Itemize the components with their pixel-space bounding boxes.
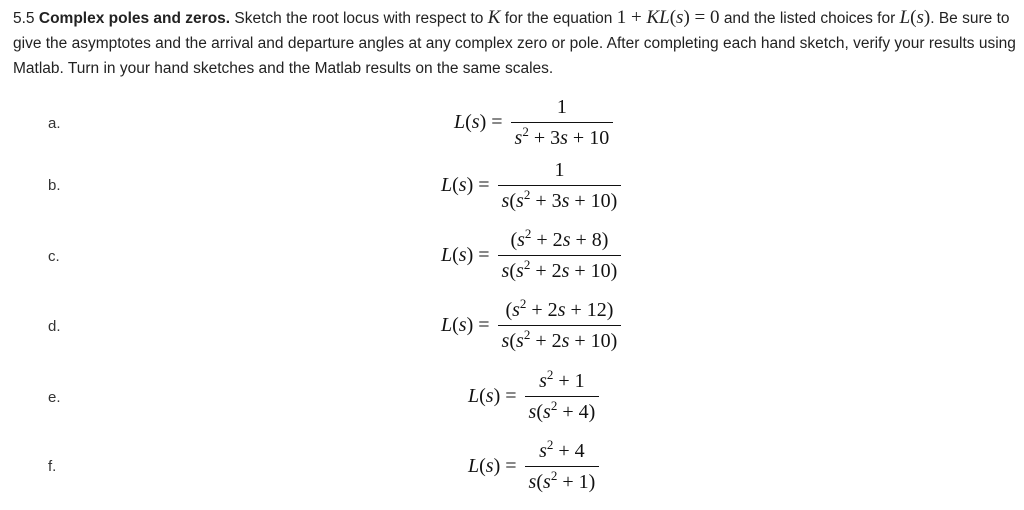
part-label-c: c. <box>48 248 60 265</box>
equation-b <box>441 155 621 216</box>
part-label-e: e. <box>48 389 61 406</box>
fraction <box>525 436 600 497</box>
numerator: $(s^2 + 2s + 8)$ <box>510 226 609 251</box>
denominator: $s(s^2 + 4)$ <box>528 398 596 423</box>
fraction <box>511 92 614 153</box>
denominator: $s^2 + 3s + 10$ <box>514 124 610 149</box>
equation-lhs: L(s) = <box>441 314 490 336</box>
denominator: $s(s^2 + 3s + 10)$ <box>501 187 618 212</box>
denominator: $s(s^2 + 1)$ <box>528 468 596 493</box>
equation-c <box>441 225 621 286</box>
characteristic-equation: 1 + KL(s) = 0 <box>616 7 720 28</box>
equation-lhs: L(s) = <box>441 244 490 266</box>
fraction <box>498 225 622 286</box>
gain-symbol: K <box>487 7 501 28</box>
fraction <box>498 295 622 356</box>
fraction <box>525 366 600 427</box>
numerator: $s^2 + 1$ <box>539 367 585 392</box>
equation-lhs: L(s) = <box>468 455 517 477</box>
numerator: 1 <box>554 159 565 181</box>
problem-text-2: for the equation <box>504 10 613 27</box>
numerator: $(s^2 + 2s + 12)$ <box>505 296 614 321</box>
denominator: $s(s^2 + 2s + 10)$ <box>501 327 618 352</box>
fraction <box>498 155 622 216</box>
numerator: 1 <box>556 96 567 118</box>
problem-number: 5.5 <box>13 10 35 27</box>
equation-f <box>468 436 599 497</box>
equation-e <box>468 366 599 427</box>
problem-text-1: Sketch the root locus with respect to <box>234 10 484 27</box>
problem-title: Complex poles and zeros. <box>38 10 231 27</box>
equation-lhs: L(s) = <box>454 111 503 133</box>
problem-text-4: . Be sure to give the asymptotes and the arrival and departure angles at any complex zero or pole. After completing each hand sketch, verify your results using Matlab. Turn in your hand sketches and the Matlab results on the same scales. <box>13 10 1016 77</box>
transfer-function-symbol: L(s) <box>899 7 931 28</box>
part-label-a: a. <box>48 115 61 132</box>
denominator: $s(s^2 + 2s + 10)$ <box>501 257 618 282</box>
part-label-f: f. <box>48 458 57 475</box>
equation-lhs: L(s) = <box>441 174 490 196</box>
numerator: $s^2 + 4$ <box>539 437 585 462</box>
equation-d <box>441 295 621 356</box>
equation-lhs: L(s) = <box>468 385 517 407</box>
equation-a <box>454 92 613 153</box>
part-label-d: d. <box>48 318 61 335</box>
part-label-b: b. <box>48 177 61 194</box>
problem-text-3: and the listed choices for <box>723 10 896 27</box>
